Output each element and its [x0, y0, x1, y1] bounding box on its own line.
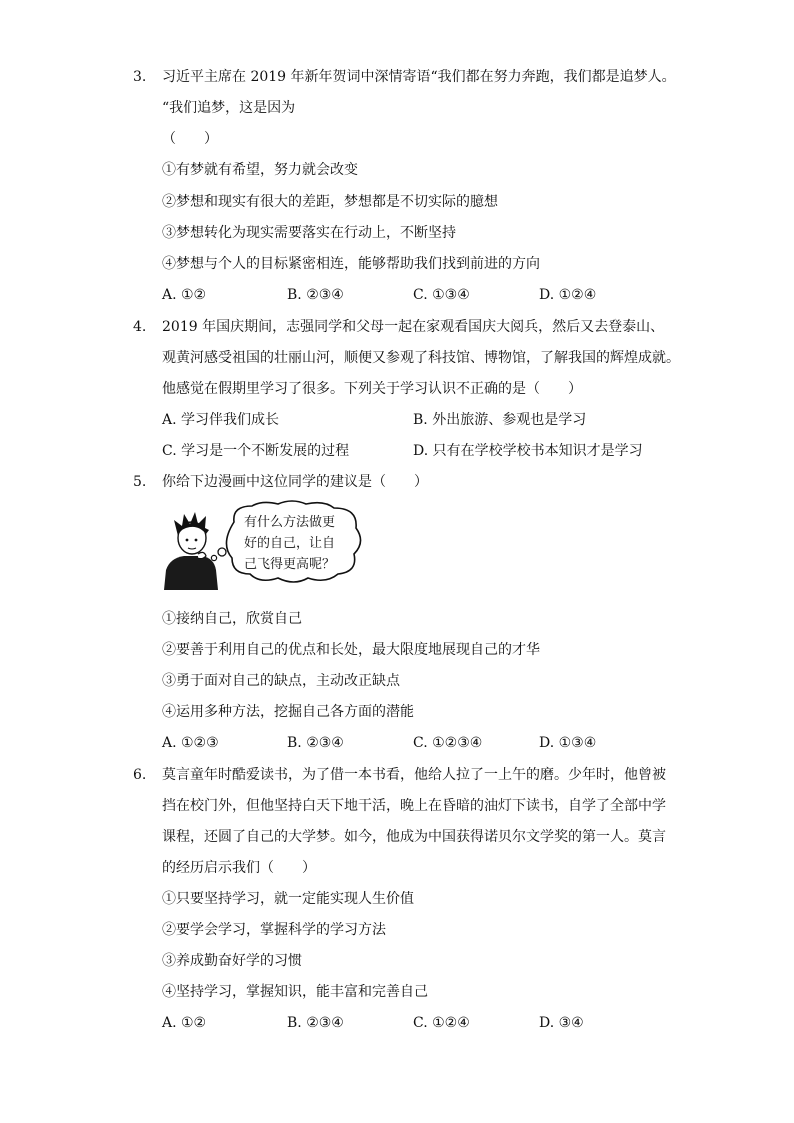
statement: ①只要坚持学习，就一定能实现人生价值 [162, 891, 414, 907]
answer-bracket: （ ） [162, 131, 218, 147]
question-stem-line: “我们追梦，这是因为 [162, 100, 296, 116]
option-a[interactable]: A. 学习伴我们成长 [162, 412, 280, 428]
bubble-line: 有什么方法做更 [244, 515, 336, 530]
question-stem-line: 莫言童年时酷爱读书，为了借一本书看，他给人拉了一上午的磨。少年时，他曾被 [162, 767, 666, 783]
question-stem-line: 2019 年国庆期间，志强同学和父母一起在家观看国庆大阅兵，然后又去登泰山、 [162, 319, 665, 335]
cartoon-illustration [162, 500, 372, 592]
statement: ③养成勤奋好学的习惯 [162, 953, 302, 969]
student-figure [164, 512, 218, 590]
question-stem-line: 你给下边漫画中这位同学的建议是（ ） [162, 474, 428, 490]
statement: ④坚持学习，掌握知识，能丰富和完善自己 [162, 984, 428, 1000]
statement: ②要学会学习，掌握科学的学习方法 [162, 922, 386, 938]
option-a[interactable]: A. ①② [162, 287, 207, 303]
option-c[interactable]: C. ①②④ [413, 1015, 470, 1031]
statement: ②梦想和现实有很大的差距，梦想都是不切实际的臆想 [162, 194, 498, 210]
option-a[interactable]: A. ①② [162, 1015, 207, 1031]
question-number: 3. [133, 69, 147, 85]
question-stem-line: 他感觉在假期里学习了很多。下列关于学习认识不正确的是（ ） [162, 381, 582, 397]
option-a[interactable]: A. ①②③ [162, 735, 219, 751]
statement: ③勇于面对自己的缺点，主动改正缺点 [162, 673, 400, 689]
bubble-text [244, 512, 335, 575]
statement: ④梦想与个人的目标紧密相连，能够帮助我们找到前进的方向 [162, 256, 540, 272]
question-stem-line: 观黄河感受祖国的壮丽山河，顺便又参观了科技馆、博物馆，了解我国的辉煌成就。 [162, 350, 680, 366]
bubble-line: 好的自己，让自 [244, 536, 336, 551]
statement: ①接纳自己，欣赏自己 [162, 611, 302, 627]
bubble-line: 己飞得更高呢？ [244, 557, 336, 572]
option-c[interactable]: C. 学习是一个不断发展的过程 [162, 443, 350, 459]
option-b[interactable]: B. ②③④ [287, 1015, 344, 1031]
question-number: 5. [133, 474, 147, 490]
question-number: 6. [133, 767, 147, 783]
statement: ①有梦就有希望，努力就会改变 [162, 162, 358, 178]
option-d[interactable]: D. 只有在学校学校书本知识才是学习 [413, 443, 643, 459]
option-b[interactable]: B. ②③④ [287, 287, 344, 303]
option-c[interactable]: C. ①②③④ [413, 735, 483, 751]
option-d[interactable]: D. ①②④ [539, 287, 597, 303]
question-stem-line: 挡在校门外，但他坚持白天下地干活，晚上在昏暗的油灯下读书，自学了全部中学 [162, 798, 666, 814]
option-b[interactable]: B. ②③④ [287, 735, 344, 751]
statement: ③梦想转化为现实需要落实在行动上，不断坚持 [162, 225, 456, 241]
question-stem-line: 课程，还圆了自己的大学梦。如今，他成为中国获得诺贝尔文学奖的第一人。莫言 [162, 829, 666, 845]
question-number: 4. [133, 319, 147, 335]
statement: ④运用多种方法，挖掘自己各方面的潜能 [162, 704, 414, 720]
option-d[interactable]: D. ③④ [539, 1015, 584, 1031]
option-d[interactable]: D. ①③④ [539, 735, 597, 751]
option-b[interactable]: B. 外出旅游、参观也是学习 [413, 412, 587, 428]
option-c[interactable]: C. ①③④ [413, 287, 470, 303]
question-stem-line: 的经历启示我们（ ） [162, 860, 316, 876]
statement: ②要善于利用自己的优点和长处，最大限度地展现自己的才华 [162, 642, 540, 658]
question-stem-line: 习近平主席在 2019 年新年贺词中深情寄语“我们都在努力奔跑，我们都是追梦人。 [162, 69, 676, 85]
